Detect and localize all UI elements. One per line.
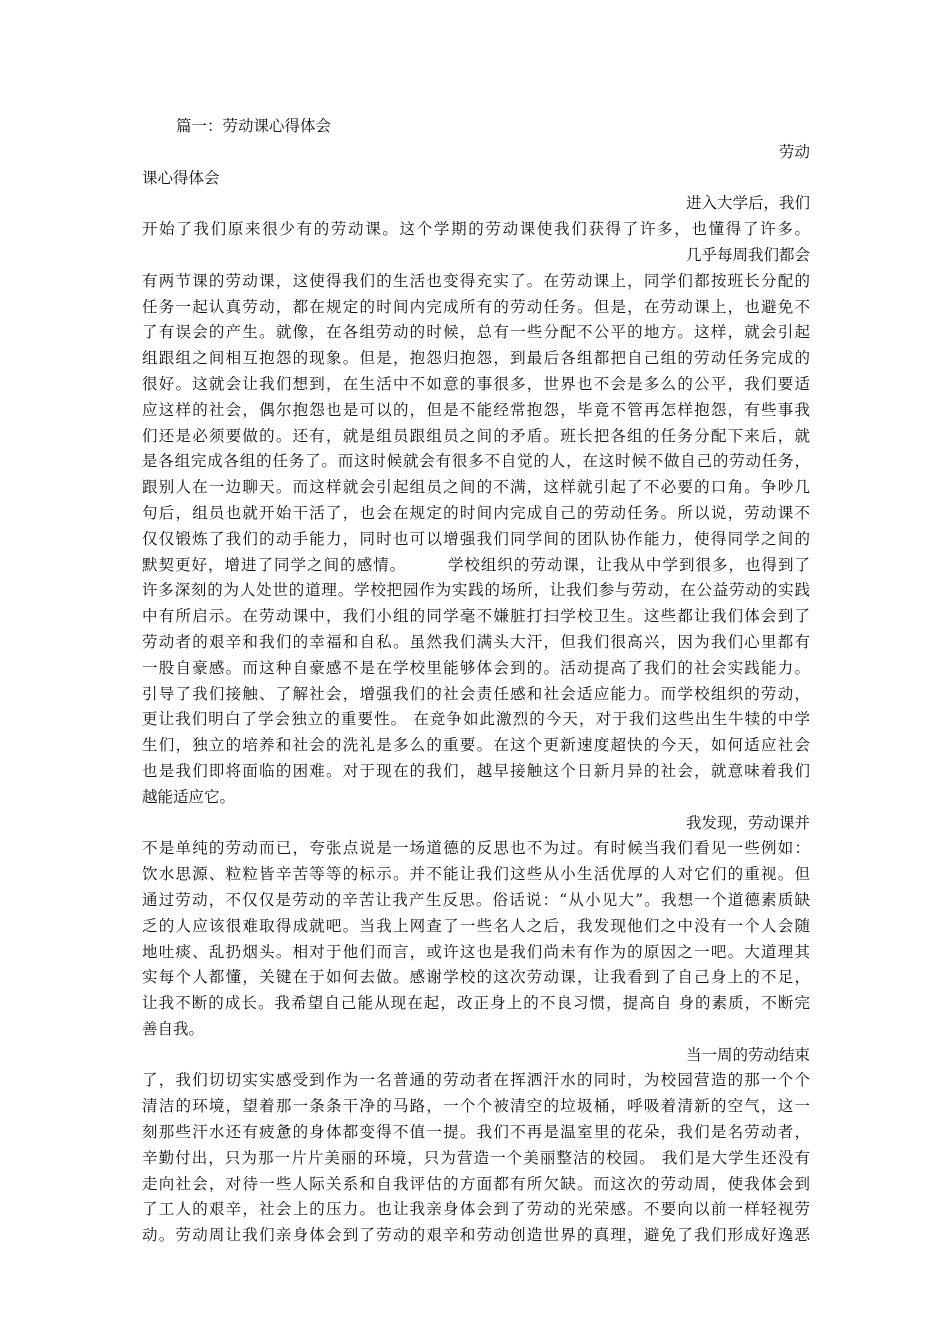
- text-line: 乏的人应该很难取得成就吧。当我上网查了一些名人之后，我发现他们之中没有一个人会随: [142, 916, 810, 935]
- text-line: 中有所启示。在劳动课中，我们小组的同学毫不嫌脏打扫学校卫生。这些都让我们体会到了: [142, 607, 810, 626]
- text-line: 实每个人都懂，关键在于如何去做。感谢学校的这次劳动课，让我看到了自己身上的不足，: [142, 968, 810, 987]
- text-line: 仅仅锻炼了我们的动手能力，同时也可以增强我们同学间的团队协作能力，使得同学之间的: [142, 529, 810, 548]
- text-line: 也是我们即将面临的困难。对于现在的我们，越早接触这个日新月异的社会，就意味着我们: [142, 761, 810, 780]
- text-line: 当一周的劳动结束: [685, 1045, 810, 1064]
- text-line: 我发现，劳动课并: [685, 813, 810, 832]
- text-line: 生们，独立的培养和社会的洗礼是多么的重要。在这个更新速度超快的今天，如何适应社会: [142, 736, 810, 755]
- text-line: 很好。这就会让我们想到，在生活中不如意的事很多，世界也不会是多么的公平，我们要适: [142, 374, 810, 393]
- text-line: 组跟组之间相互抱怨的现象。但是，抱怨归抱怨，到最后各组都把自己组的劳动任务完成的: [142, 349, 810, 368]
- text-line: 不是单纯的劳动而已，夸张点说是一场道德的反思也不为过。有时候当我们看见一些例如：: [142, 839, 810, 858]
- text-line: 动。劳动周让我们亲身体会到了劳动的艰辛和劳动创造世界的真理，避免了我们形成好逸恶: [142, 1226, 810, 1245]
- text-line: 应这样的社会，偶尔抱怨也是可以的，但是不能经常抱怨，毕竟不管再怎样抱怨，有些事我: [142, 400, 810, 419]
- text-line: 默契更好，增进了同学之间的感情。 学校组织的劳动课，让我从中学到很多，也得到了: [142, 555, 810, 574]
- text-line: 一股自豪感。而这种自豪感不是在学校里能够体会到的。活动提高了我们的社会实践能力。: [142, 658, 810, 677]
- heading-part-2: 课心得体会: [142, 168, 220, 187]
- document-title: 篇一：劳动课心得体会: [176, 117, 332, 135]
- text-line: 走向社会，对待一些人际关系和自我评估的方面都有所欠缺。而这次的劳动周，使我体会到: [142, 1174, 810, 1193]
- text-line: 饮水思源、粒粒皆辛苦等等的标示。并不能让我们这些从小生活优厚的人对它们的重视。但: [142, 865, 810, 884]
- text-line: 越能适应它。: [142, 787, 236, 806]
- text-line: 引导了我们接触、了解社会，增强我们的社会责任感和社会适应能力。而学校组织的劳动，: [142, 684, 810, 703]
- text-line: 让我不断的成长。我希望自己能从现在起，改正身上的不良习惯，提高自 身的素质，不断完: [142, 994, 810, 1013]
- text-line: 了有误会的产生。就像，在各组劳动的时候，总有一些分配不公平的地方。这样，就会引起: [142, 323, 810, 342]
- text-line: 地吐痰、乱扔烟头。相对于他们而言，或许这也是我们尚未有作为的原因之一吧。大道理其: [142, 942, 810, 961]
- text-line: 进入大学后，我们: [685, 194, 810, 213]
- text-line: 善自我。: [142, 1019, 205, 1038]
- text-line: 们还是必须要做的。还有，就是组员跟组员之间的矛盾。班长把各组的任务分配下来后，就: [142, 426, 810, 445]
- text-line: 跟别人在一边聊天。而这样就会引起组员之间的不满，这样就引起了不必要的口角。争吵几: [142, 478, 810, 497]
- text-line: 了工人的艰辛，社会上的压力。也让我亲身体会到了劳动的光荣感。不要向以前一样轻视劳: [142, 1200, 810, 1219]
- text-line: 句后，组员也就开始干活了，也会在规定的时间内完成自己的劳动任务。所以说，劳动课不: [142, 503, 810, 522]
- text-line: 劳动者的艰辛和我们的幸福和自私。虽然我们满头大汗，但我们很高兴，因为我们心里都有: [142, 632, 810, 651]
- text-line: 更让我们明白了学会独立的重要性。 在竞争如此激烈的今天，对于我们这些出生牛犊的中学: [142, 710, 810, 729]
- text-line: 了，我们切切实实感受到作为一名普通的劳动者在挥洒汗水的同时，为校园营造的那一个个: [142, 1071, 810, 1090]
- text-line: 任务一起认真劳动，都在规定的时间内完成所有的劳动任务。但是，在劳动课上，也避免不: [142, 297, 810, 316]
- text-lines: [142, 191, 810, 1249]
- heading-part-1: 劳动: [778, 142, 810, 161]
- text-line: 开始了我们原来很少有的劳动课。这个学期的劳动课使我们获得了许多，也懂得了许多。: [142, 220, 810, 239]
- text-line: 几乎每周我们都会: [685, 245, 810, 264]
- text-line: 有两节课的劳动课，这使得我们的生活也变得充实了。在劳动课上，同学们都按班长分配的: [142, 271, 810, 290]
- text-line: 通过劳动，不仅仅是劳动的辛苦让我产生反思。俗话说：“从小见大”。我想一个道德素质缺: [142, 890, 810, 909]
- text-line: 清洁的环境，望着那一条条干净的马路，一个个被清空的垃圾桶，呼吸着清新的空气，这一: [142, 1097, 810, 1116]
- text-line: 许多深刻的为人处世的道理。学校把园作为实践的场所，让我们参与劳动，在公益劳动的实践: [142, 581, 810, 600]
- text-line: 辛勤付出，只为那一片片美丽的环境，只为营造一个美丽整洁的校园。 我们是大学生还没有: [142, 1148, 810, 1167]
- text-line: 是各组完成各组的任务了。而这时候就会有很多不自觉的人，在这时候不做自己的劳动任务，: [142, 452, 810, 471]
- text-line: 刻那些汗水还有疲惫的身体都变得不值一提。我们不再是温室里的花朵，我们是名劳动者，: [142, 1123, 810, 1142]
- document-body: [142, 114, 810, 1249]
